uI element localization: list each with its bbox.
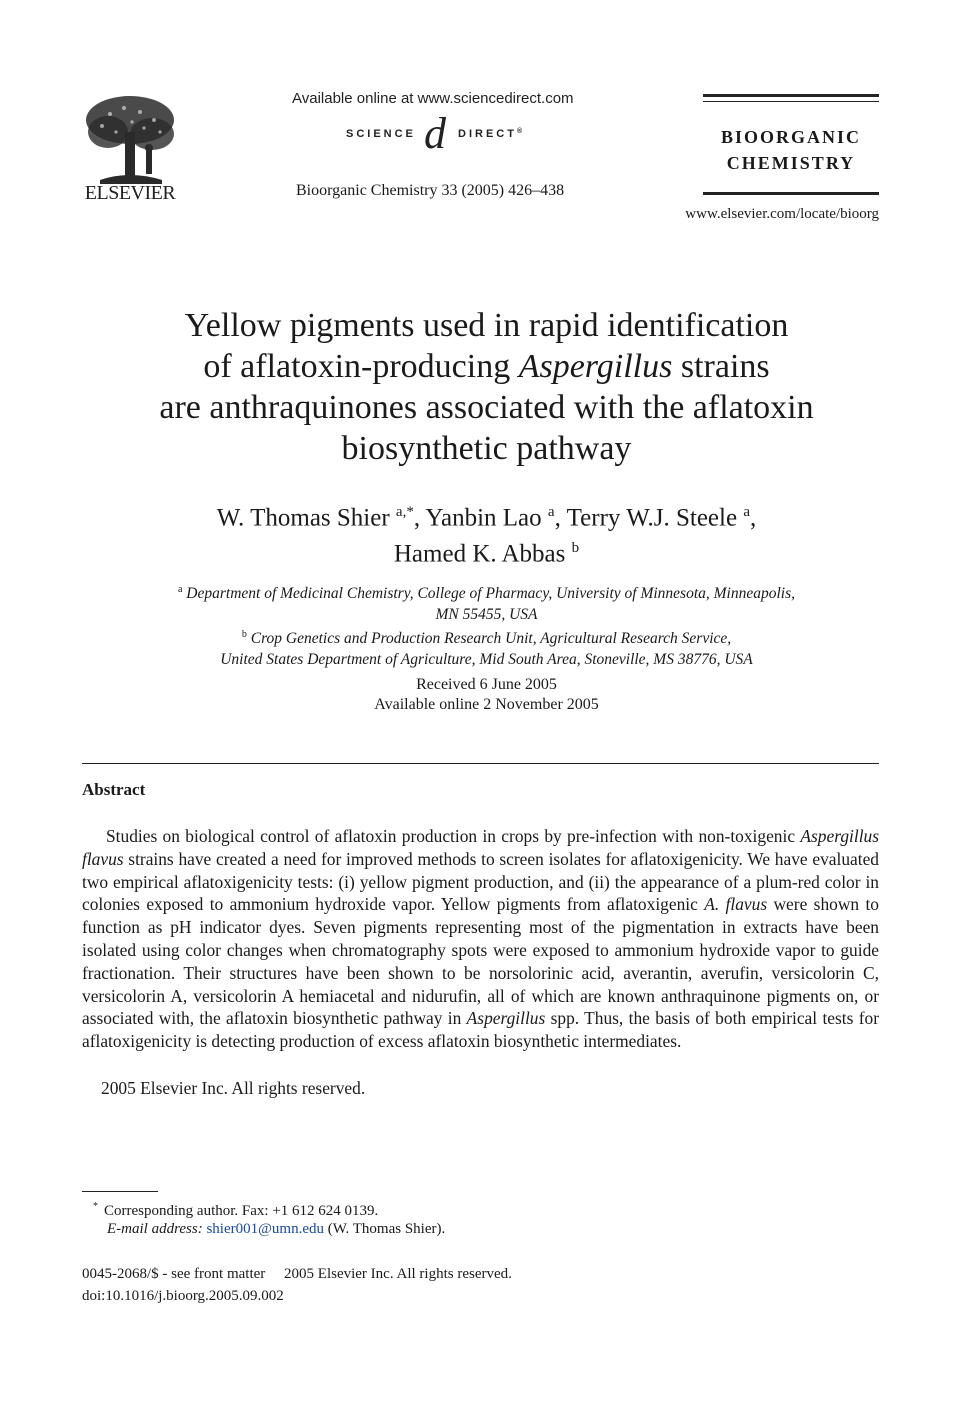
article-dates	[60, 675, 913, 715]
issn-line: 0045-2068/$ - see front matter 2005 Elsevier Inc. All rights reserved.	[82, 1266, 512, 1282]
online-date: Available online 2 November 2005	[374, 696, 599, 713]
journal-rule-top-thin	[703, 101, 879, 102]
abstract-text: Studies on biological control of aflatoxin production in crops by pre-infection with non-toxigenic Aspergillus flavus strains have created a need for improved methods to screen isolates for aflatoxigenicity. We have evaluated two empirical aflatoxigenicity tests: (i) yellow pigment production, and (ii) the appearance of a plum-red color in colonies exposed to ammonium hydroxide vapor. Yellow pigments from aflatoxigenic A. flavus were shown to function as pH indicator dyes. Seven pigments representing most of the pigmentation in extracts have been isolated using color changes when chromatography spots were exposed to ammonium hydroxide vapor to guide fractionation. Their structures have been shown to be norsolorinic acid, averantin, averufin, versicolorin C, versicolorin A, versicolorin A hemiacetal and nidurufin, all of which are known anthraquinone pigments on, or associated with, the aflatoxin biosynthetic pathway in Aspergillus spp. Thus, the basis of both empirical tests for aflatoxigenicity is detecting production of excess aflatoxin biosynthetic intermediates.	[82, 826, 879, 1052]
journal-rule-bottom	[703, 192, 879, 195]
author-name: Terry W.J. Steele	[566, 504, 738, 532]
received-date: Received 6 June 2005	[416, 676, 557, 693]
sciencedirect-logo	[346, 109, 536, 158]
author-name: W. Thomas Shier	[216, 504, 390, 532]
doi-line[interactable]: doi:10.1016/j.bioorg.2005.09.002	[82, 1288, 284, 1304]
email-note: E-mail address: shier001@umn.edu (W. Thomas Shier).	[107, 1221, 446, 1237]
corresponding-author-note: * Corresponding author. Fax: +1 612 624 0139.	[93, 1201, 379, 1219]
affiliations: $^a$ Department of Medicinal Chemistry, College of Pharmacy, University of Minnesota, Minneapolis, MN 55455, USA $^b$ Crop Genetics and Production Research Unit, Agricultural Research Service, United States Department of Agriculture, Mid South Area, Stoneville, MS 38776, USA	[177, 584, 796, 668]
author-list: W. Thomas Shier $^{a,*}$, Yanbin Lao $^a$, Terry W.J. Steele $^a$, Hamed K. Abbas $^b$	[216, 504, 757, 568]
author-name: Yanbin Lao	[425, 504, 542, 532]
journal-name: BIOORGANIC CHEMISTRY	[720, 127, 861, 173]
journal-rule-top-thick	[703, 94, 879, 97]
sd-direct-text: DIRECT®	[458, 128, 526, 140]
sd-science-text: SCIENCE	[346, 128, 416, 140]
abstract-copyright: 2005 Elsevier Inc. All rights reserved.	[101, 1078, 366, 1098]
available-online-text[interactable]: Available online at www.sciencedirect.com	[292, 90, 574, 107]
footnote-rule	[82, 1191, 158, 1192]
abstract-divider	[82, 763, 879, 764]
abstract-heading: Abstract	[82, 780, 146, 799]
journal-url[interactable]: www.elsevier.com/locate/bioorg	[685, 206, 879, 222]
publisher-wordmark: ELSEVIER	[84, 182, 176, 204]
email-link[interactable]: shier001@umn.edu	[206, 1221, 324, 1237]
sd-d-mark: d	[424, 109, 446, 158]
journal-reference: Bioorganic Chemistry 33 (2005) 426–438	[296, 182, 565, 199]
article-title: Yellow pigments used in rapid identification of aflatoxin-producing Aspergillus strains are anthraquinones associated with the aflatoxin biosynthetic pathway	[159, 307, 814, 467]
author-name: Hamed K. Abbas	[393, 540, 566, 568]
